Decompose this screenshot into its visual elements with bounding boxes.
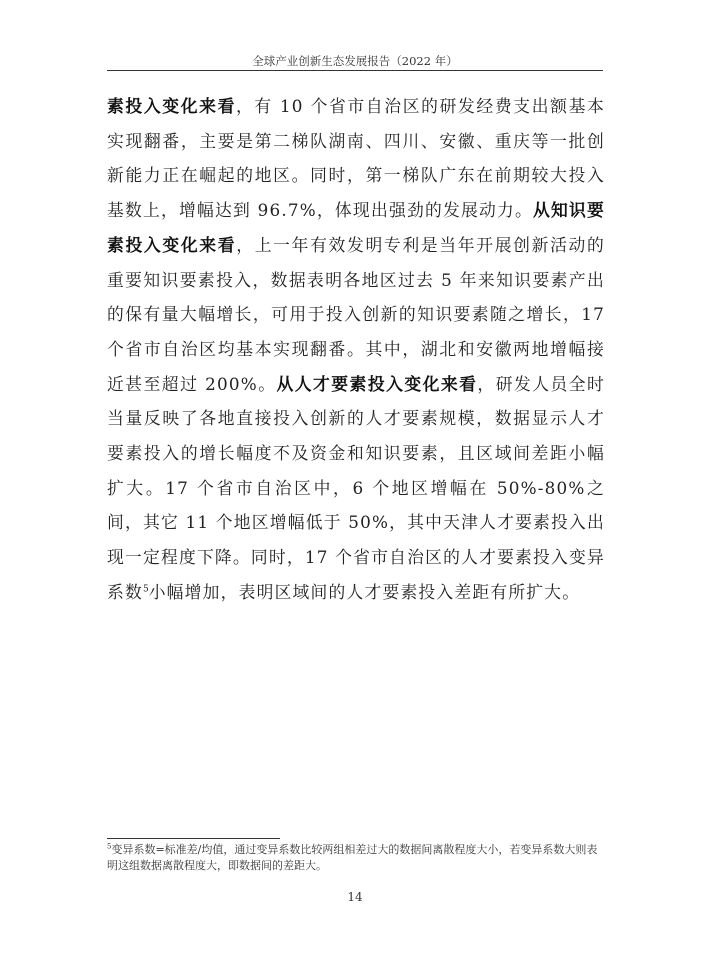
footnote-text: 变异系数=标准差/均值，通过变异系数比较两组相差过大的数据间离散程度大小，若变异系数大则表明这组数据离散程度大，即数据间的差距大。 bbox=[107, 843, 598, 872]
running-header: 全球产业创新生态发展报告（2022 年） bbox=[252, 54, 458, 68]
footnote bbox=[107, 842, 605, 874]
page-number: 14 bbox=[347, 890, 363, 904]
footnote-marker: 5 bbox=[107, 842, 112, 851]
heading-talent-input: 从人才要素投入变化来看 bbox=[276, 373, 478, 394]
paragraph-conclusion: 小幅增加，表明区域间的人才要素投入差距有所扩大。 bbox=[148, 581, 581, 602]
heading-investment-change: 素投入变化来看 bbox=[107, 96, 236, 116]
paragraph-knowledge-input: ，上一年有效发明专利是当年开展创新活动的重要知识要素投入，数据表明各地区过去 5 年来知识要素产出的保有量大幅增长，可用于投入创新的知识要素随之增长，17 个省市自治区均基本实现翻番。其中，湖北和安徽两地增幅接近甚至超过 200%。 bbox=[107, 234, 605, 394]
footnote-reference[interactable]: 5 bbox=[142, 584, 149, 595]
paragraph-rd-funding: ，有 10 个省市自治区的研发经费支出额基本实现翻番，主要是第二梯队湖南、四川、安徽、重庆等一批创新能力正在崛起的地区。同时，第一梯队广东在前期较大投入基数上，增幅达到 96.7%，体现出强劲的发展动力。 bbox=[107, 96, 605, 221]
paragraph-talent-input: ，研发人员全时当量反映了各地直接投入创新的人才要素规模，数据显示人才要素投入的增长幅度不及资金和知识要素，且区域间差距小幅扩大。17 个省市自治区中，6 个地区增幅在 50%-80%之间，其它 11 个地区增幅低于 50%，其中天津人才要素投入出现一定程度下降。同时，17 个省市自治区的人才要素投入变异系数 bbox=[107, 373, 606, 602]
footnote-divider bbox=[107, 838, 280, 839]
body-paragraph bbox=[107, 89, 605, 610]
heading-knowledge-input: 从知识要素投入变化来看 bbox=[107, 200, 605, 255]
header-divider bbox=[107, 70, 603, 71]
